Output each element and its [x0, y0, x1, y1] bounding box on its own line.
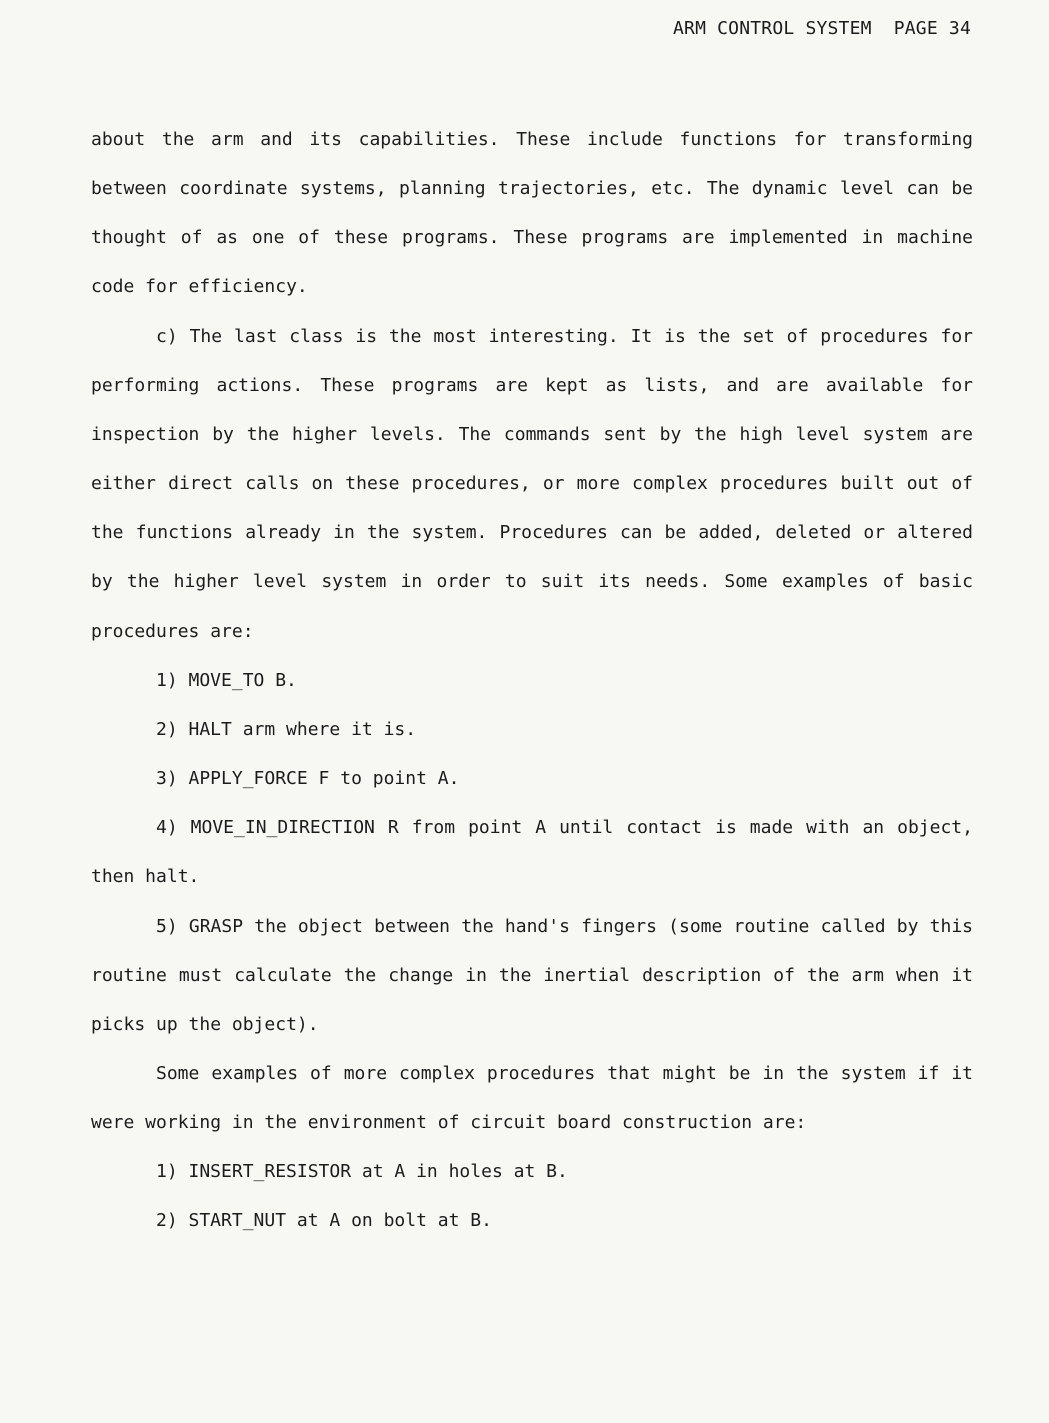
list-item: 1) MOVE_TO B. [156, 669, 297, 691]
paragraph-procedures-class: c) The last class is the most interesting. It is the set of procedures for performing actions. These programs are kept as lists, and are available for inspection by the higher levels. The commands sent by the high level system are either direct calls on these procedures, or more complex procedures built out of the functions already in the system. Procedures can be added, deleted or altered by the higher level system in order to suit its needs. Some examples of basic procedures are: [91, 325, 973, 642]
running-head: ARM CONTROL SYSTEM PAGE 34 [673, 18, 971, 39]
list-item: 5) GRASP the object between the hand's fingers (some routine called by this routine must calculate the change in the inertial description of the arm when it picks up the object). [91, 915, 973, 1035]
basic-procedures-list [91, 656, 973, 1049]
list-item: 4) MOVE_IN_DIRECTION R from point A until contact is made with an object, then halt. [91, 817, 973, 888]
paragraph-capabilities: about the arm and its capabilities. These include functions for transforming between coordinate systems, planning trajectories, etc. The dynamic level can be thought of as one of these programs. These programs are implemented in machine code for efficiency. [91, 129, 973, 298]
list-item: 1) INSERT_RESISTOR at A in holes at B. [156, 1161, 568, 1183]
list-item: 2) HALT arm where it is. [156, 718, 417, 740]
complex-procedures-list [91, 1147, 973, 1245]
paragraph-complex-procedures: Some examples of more complex procedures that might be in the system if it were working in the environment of circuit board construction are: [91, 1062, 973, 1134]
page-body [91, 115, 973, 1246]
list-item: 3) APPLY_FORCE F to point A. [156, 768, 460, 790]
list-item: 2) START_NUT at A on bolt at B. [156, 1210, 492, 1232]
